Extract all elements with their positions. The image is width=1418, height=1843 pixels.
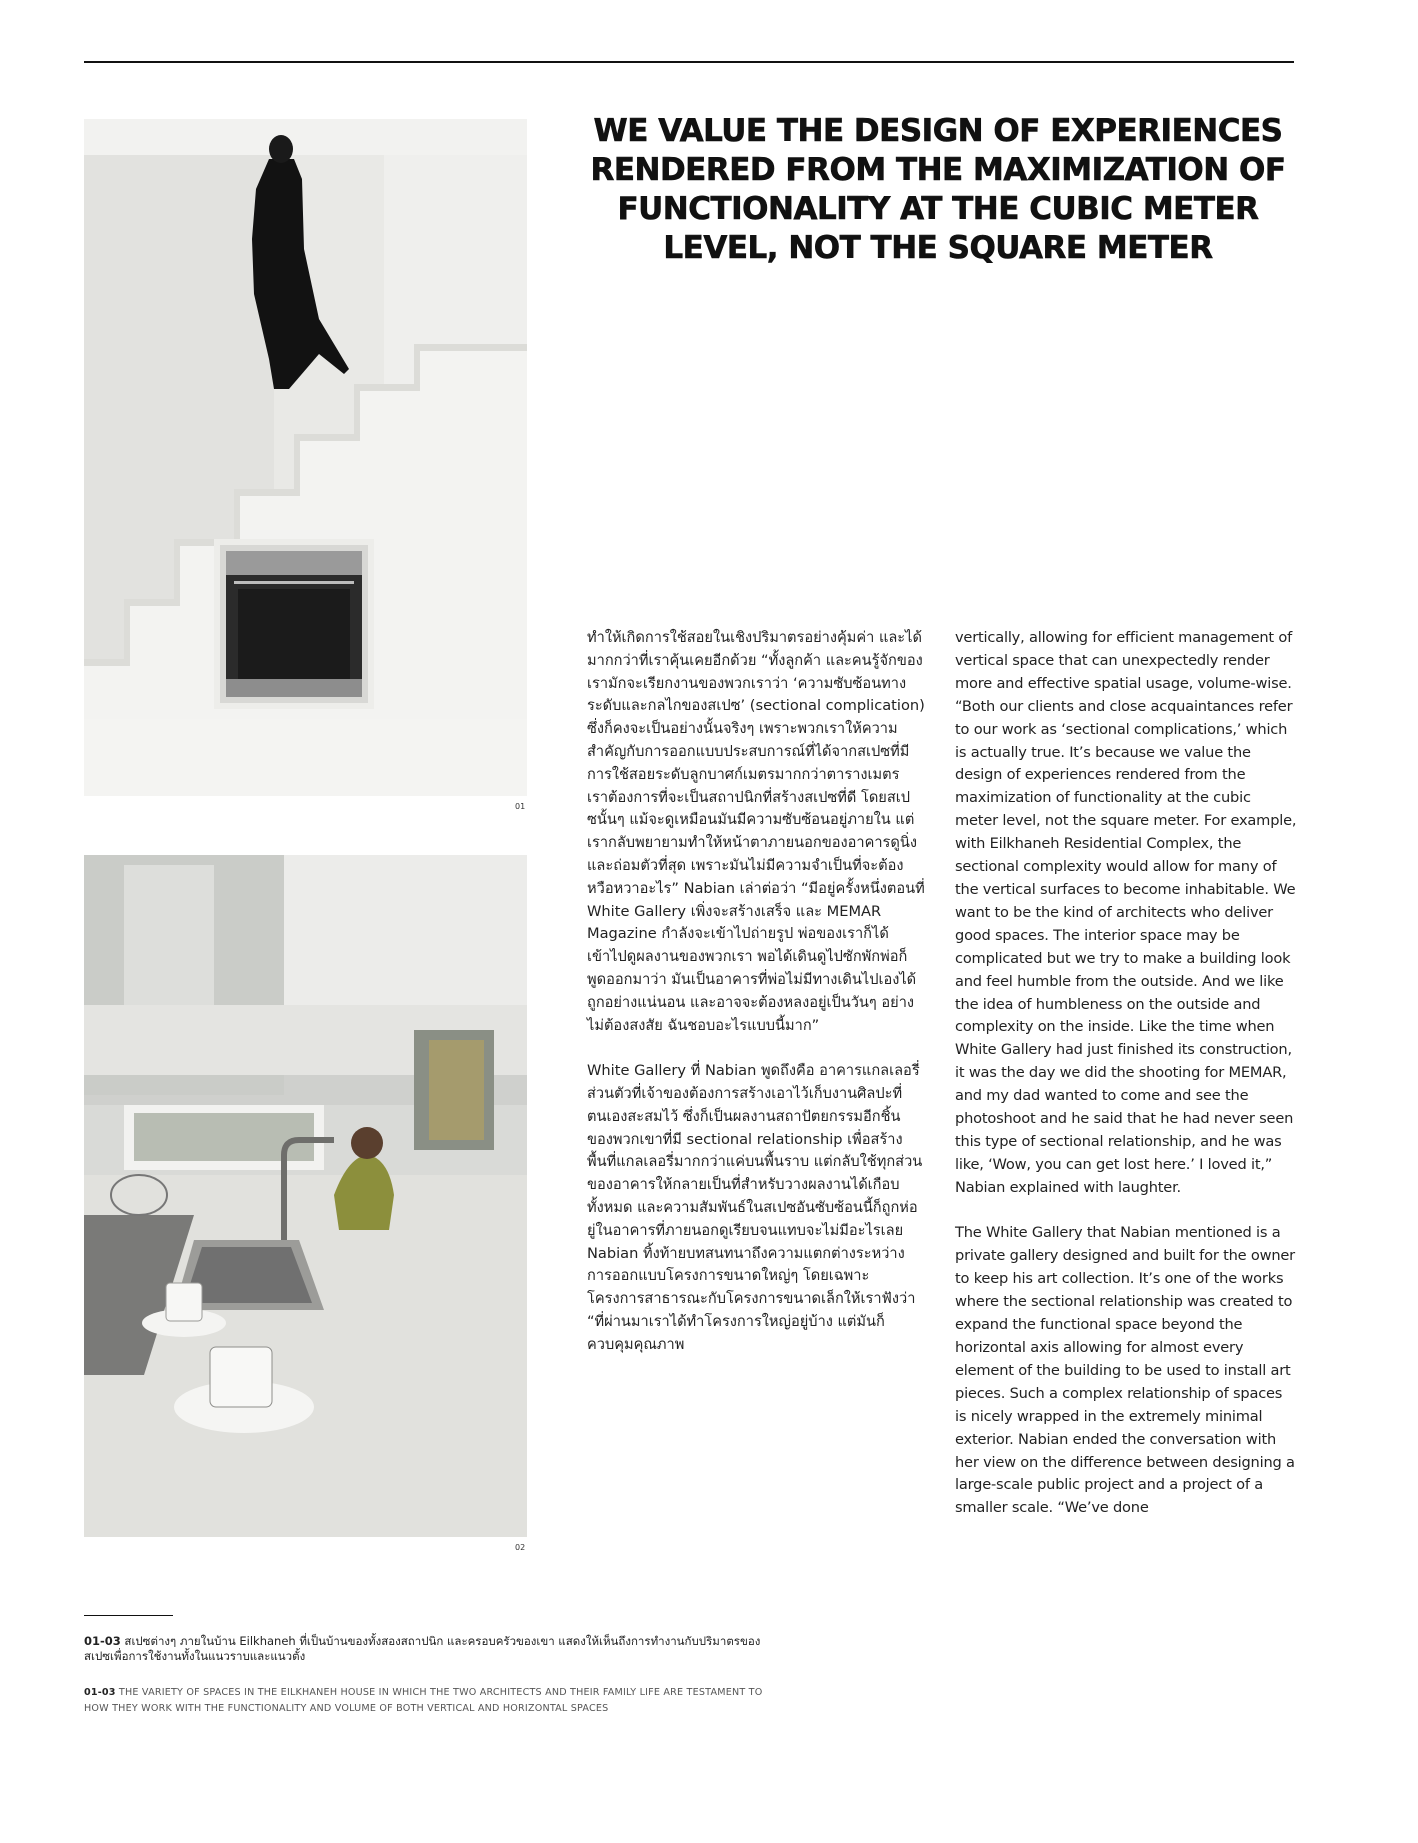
photo-kitchen <box>84 855 527 1537</box>
caption-thai-text: สเปซต่างๆ ภายในบ้าน Eilkhaneh ที่เป็นบ้านของทั้งสองสถาปนิก และครอบครัวของเขา แสดงให้เห็นถึงการทำงานกับปริมาตรของสเปซเพื่อการใช้งานทั้งในแนวราบและแนวตั้ง <box>84 1634 761 1663</box>
photo-staircase <box>84 119 527 796</box>
figure-number-02: 02 <box>515 1543 526 1552</box>
thai-body-column <box>587 627 925 1379</box>
caption-label-en: 01-03 <box>84 1687 116 1698</box>
caption-label: 01-03 <box>84 1634 121 1648</box>
english-body-column <box>955 627 1297 1543</box>
top-rule <box>84 61 1294 63</box>
english-paragraph-1: vertically, allowing for efficient management of vertical space that can unexpectedly render more and effective spatial usage, volume-wise. “Both our clients and close acquaintances refer to our work as ‘sectional complications,’ which is actually true. It’s because we value the design of experiences rendered from the maximization of functionality at the cubic meter level, not the square meter. For example, with Eilkhaneh Residential Complex, the sectional complexity would allow for many of the vertical surfaces to become inhabitable. We want to be the kind of architects who deliver good spaces. The interior space may be complicated but we try to make a building look and feel humble from the outside. And we like the idea of humbleness on the outside and complexity on the inside. Like the time when White Gallery had just finished its construction, it was the day we did the shooting for MEMAR, and my dad wanted to come and see the photoshoot and he said that he had never seen this type of sectional relationship, and he was like, ‘Wow, you can get lost here.’ I loved it,” Nabian explained with laughter. <box>955 629 1297 1196</box>
caption-english-text: THE VARIETY OF SPACES IN THE EILKHANEH HOUSE IN WHICH THE TWO ARCHITECTS AND THEIR FAMILY LIFE ARE TESTAMENT TO HOW THEY WORK WITH THE FUNCTIONALITY AND VOLUME OF BOTH VERTICAL AND HORIZONTAL SPACES <box>84 1687 763 1714</box>
caption-rule <box>84 1615 173 1616</box>
figure-number-01: 01 <box>515 802 526 811</box>
pull-quote-headline: WE VALUE THE DESIGN OF EXPERIENCES RENDERED FROM THE MAXIMIZATION OF FUNCTIONALITY AT THE CUBIC METER LEVEL, NOT THE SQUARE METER <box>590 113 1286 266</box>
thai-paragraph-1: ทำให้เกิดการใช้สอยในเชิงปริมาตรอย่างคุ้มค่า และได้มากกว่าที่เราคุ้นเคยอีกด้วย “ทั้งลูกค้า และคนรู้จักของเรามักจะเรียกงานของพวกเราว่า ‘ความซับซ้อนทางระดับและกลไกของสเปซ’ (sectional complication) ซึ่งก็คงจะเป็นอย่างนั้นจริงๆ เพราะพวกเราให้ความสำคัญกับการออกแบบประสบการณ์ที่ได้จากสเปซที่มีการใช้สอยระดับลูกบาศก์เมตรมากกว่าตารางเมตร เราต้องการที่จะเป็นสถาปนิกที่สร้างสเปซที่ดี โดยสเปซนั้นๆ แม้จะดูเหมือนมันมีความซับซ้อนอยู่ภายใน แต่เรากลับพยายามทำให้หน้าตาภายนอกของอาคารดูนิ่ง และถ่อมตัวที่สุด เพราะมันไม่มีความจำเป็นที่จะต้องหวือหวาอะไร” Nabian เล่าต่อว่า “มีอยู่ครั้งหนึ่งตอนที่ White Gallery เพิ่งจะสร้างเสร็จ และ MEMAR Magazine กำลังจะเข้าไปถ่ายรูป พ่อของเราก็ได้เข้าไปดูผลงานของพวกเรา พอได้เดินดูไปซักพักพ่อก็พูดออกมาว่า มันเป็นอาคารที่พ่อไม่มีทางเดินไปเองได้ถูกอย่างแน่นอน และอาจจะต้องหลงอยู่เป็นวันๆ อย่างไม่ต้องสงสัย ฉันชอบอะไรแบบนี้มาก” <box>587 629 925 1034</box>
caption-english <box>84 1685 784 1717</box>
caption-thai <box>84 1634 784 1664</box>
thai-paragraph-2: White Gallery ที่ Nabian พูดถึงคือ อาคารแกลเลอรี่ส่วนตัวที่เจ้าของต้องการสร้างเอาไว้เก็บงานศิลปะที่ตนเองสะสมไว้ ซึ่งก็เป็นผลงานสถาปัตยกรรมอีกชิ้นของพวกเขาที่มี sectional relationship เพื่อสร้างพื้นที่แกลเลอรี่มากกว่าแค่บนพื้นราบ แต่กลับใช้ทุกส่วนของอาคารให้กลายเป็นที่สำหรับวางผลงานได้เกือบทั้งหมด และความสัมพันธ์ในสเปซอันซับซ้อนนี้ก็ถูกห่อยู่ในอาคารที่ภายนอกดูเรียบจนแทบจะไม่มีอะไรเลย Nabian ทิ้งท้ายบทสนทนาถึงความแตกต่างระหว่างการออกแบบโครงการขนาดใหญ่ๆ โดยเฉพาะโครงการสาธารณะกับโครงการขนาดเล็กให้เราฟังว่า “ที่ผ่านมาเราได้ทำโครงการใหญ่อยู่บ้าง แต่มันก็ควบคุมคุณภาพ <box>587 1062 923 1353</box>
english-paragraph-2: The White Gallery that Nabian mentioned is a private gallery designed and built for the owner to keep his art collection. It’s one of the works where the sectional relationship was created to expand the functional space beyond the horizontal axis allowing for almost every element of the building to be used to install art pieces. Such a complex relationship of spaces is nicely wrapped in the extremely minimal exterior. Nabian ended the conversation with her view on the difference between designing a large-scale public project and a project of a smaller scale. “We’ve done <box>955 1224 1295 1517</box>
